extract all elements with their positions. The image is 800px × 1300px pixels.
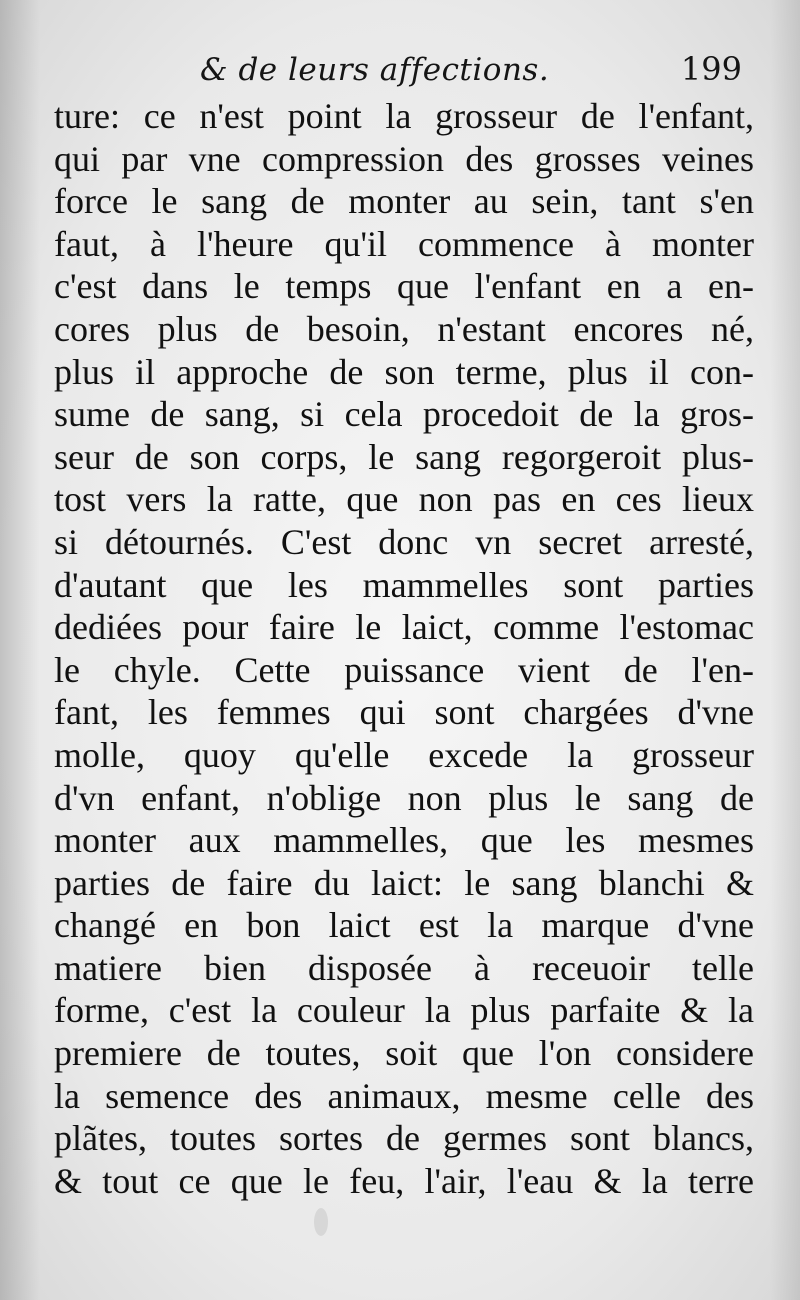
running-title: & de leurs affections. bbox=[200, 52, 550, 88]
text-line: & tout ce que le feu, l'air, l'eau & la terre bbox=[54, 1160, 754, 1201]
body-text bbox=[54, 95, 754, 1202]
text-line: molle, quoy qu'elle excede la grosseur bbox=[54, 734, 754, 775]
text-line: sume de sang, si cela procedoit de la gros- bbox=[54, 394, 754, 435]
text-line: dediées pour faire le laict, comme l'estomac bbox=[54, 607, 754, 648]
text-line: ture: ce n'est point la grosseur de l'enfant, bbox=[54, 96, 754, 136]
text-line: forme, c'est la couleur la plus parfaite & la bbox=[54, 990, 754, 1031]
text-line: premiere de toutes, soit que l'on considere bbox=[54, 1033, 754, 1074]
page-edge-shadow-right bbox=[770, 0, 800, 1300]
text-line: changé en bon laict est la marque d'vne bbox=[54, 905, 754, 946]
text-line: monter aux mammelles, que les mesmes bbox=[54, 820, 754, 861]
text-line: matiere bien disposée à receuoir telle bbox=[54, 947, 754, 988]
text-line: faut, à l'heure qu'il commence à monter bbox=[54, 223, 754, 264]
text-line: d'vn enfant, n'oblige non plus le sang de bbox=[54, 777, 754, 818]
text-line: d'autant que les mammelles sont parties bbox=[54, 564, 754, 605]
text-line: force le sang de monter au sein, tant s'en bbox=[54, 181, 754, 222]
text-line: plãtes, toutes sortes de germes sont blancs, bbox=[54, 1118, 754, 1159]
text-line: c'est dans le temps que l'enfant en a en- bbox=[54, 266, 754, 307]
text-line: parties de faire du laict: le sang blanchi & bbox=[54, 862, 754, 903]
ink-blot bbox=[314, 1208, 328, 1236]
page-edge-shadow-left bbox=[0, 0, 40, 1300]
text-line: le chyle. Cette puissance vient de l'en- bbox=[54, 649, 754, 690]
text-line: la semence des animaux, mesme celle des bbox=[54, 1075, 754, 1116]
text-line: fant, les femmes qui sont chargées d'vne bbox=[54, 692, 754, 733]
text-line: qui par vne compression des grosses veines bbox=[54, 138, 754, 179]
page-number: 199 bbox=[680, 50, 742, 88]
text-line: tost vers la ratte, que non pas en ces lieux bbox=[54, 479, 754, 520]
text-line: seur de son corps, le sang regorgeroit plus- bbox=[54, 436, 754, 477]
text-line: plus il approche de son terme, plus il con- bbox=[54, 351, 754, 392]
text-line: si détournés. C'est donc vn secret arresté, bbox=[54, 521, 754, 562]
text-line: cores plus de besoin, n'estant encores né, bbox=[54, 308, 754, 349]
